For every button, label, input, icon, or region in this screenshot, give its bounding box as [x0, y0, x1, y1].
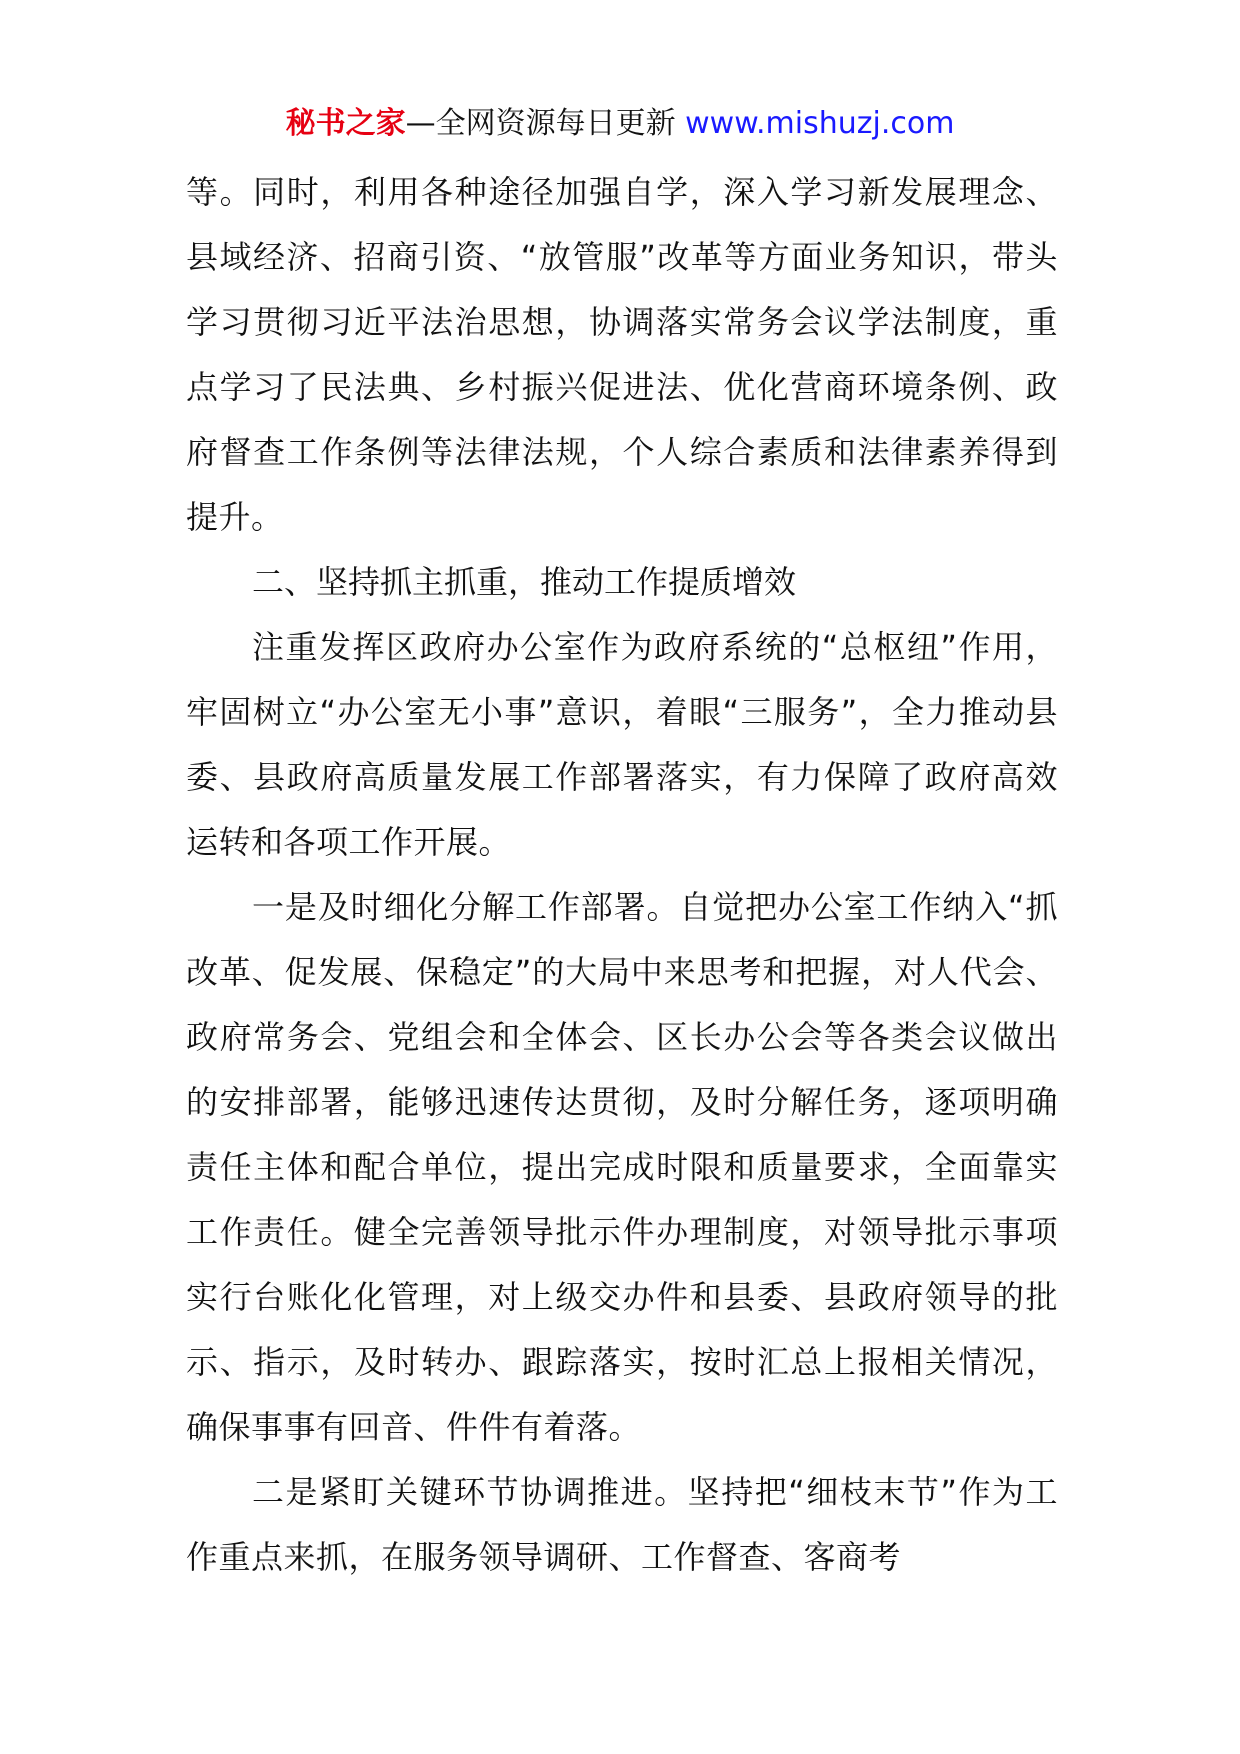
paragraph-point-two: 二是紧盯关键环节协调推进。坚持把“细枝末节”作为工作重点来抓，在服务领导调研、工作督查、客商考 [186, 1473, 1058, 1576]
document-body [186, 160, 1058, 1590]
paragraph-intro: 注重发挥区政府办公室作为政府系统的“总枢纽”作用，牢固树立“办公室无小事”意识，着眼“三服务”，全力推动县委、县政府高质量发展工作部署落实，有力保障了政府高效运转和各项工作开展。 [186, 628, 1058, 861]
section-heading: 二、坚持抓主抓重，推动工作提质增效 [252, 563, 797, 601]
header-url-link[interactable]: www.mishuzj.com [685, 106, 955, 141]
paragraph-continuation: 等。同时，利用各种途径加强自学，深入学习新发展理念、县域经济、招商引资、“放管服”改革等方面业务知识，带头学习贯彻习近平法治思想，协调落实常务会议学法制度，重点学习了民法典、乡村振兴促进法、优化营商环境条例、政府督查工作条例等法律法规，个人综合素质和法律素养得到提升。 [186, 173, 1058, 536]
page-header [0, 104, 1240, 144]
header-brand: 秘书之家 [285, 106, 406, 141]
paragraph-point-one: 一是及时细化分解工作部署。自觉把办公室工作纳入“抓改革、促发展、保稳定”的大局中来思考和把握，对人代会、政府常务会、党组会和全体会、区长办公会等各类会议做出的安排部署，能够迅速传达贯彻，及时分解任务，逐项明确责任主体和配合单位，提出完成时限和质量要求，全面靠实工作责任。健全完善领导批示件办理制度，对领导批示事项实行台账化化管理，对上级交办件和县委、县政府领导的批示、指示，及时转办、跟踪落实，按时汇总上报相关情况，确保事事有回音、件件有着落。 [186, 888, 1058, 1446]
header-tagline: —全网资源每日更新 [405, 106, 676, 141]
